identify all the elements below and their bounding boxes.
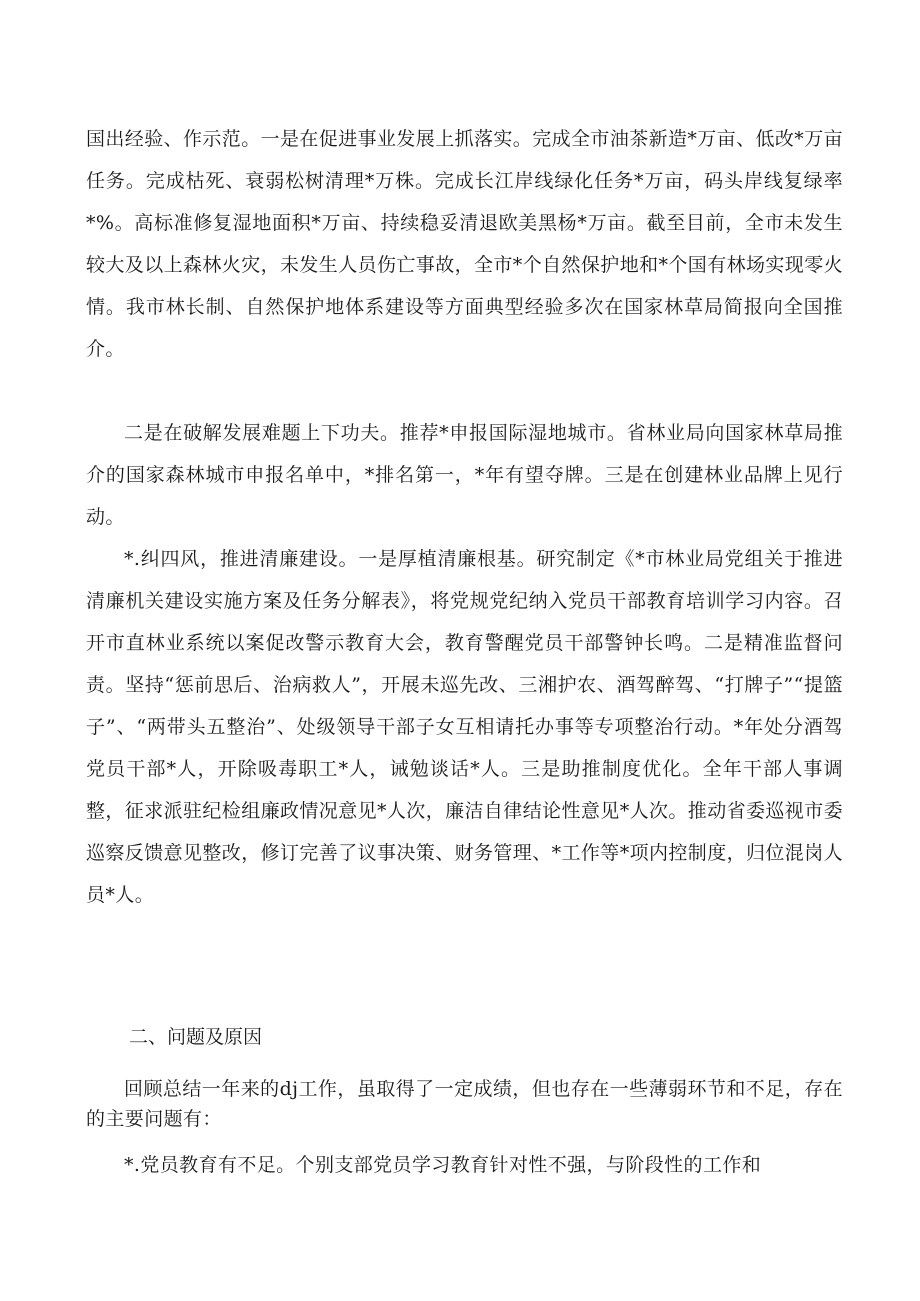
- paragraph-achievements-1: 国出经验、作示范。一是在促进事业发展上抓落实。完成全市油茶新造*万亩、低改*万亩任务。完成枯死、衰弱松树清理*万株。完成长江岸线绿化任务*万亩，码头岸线复绿率*%。高标准修复湿地面积*万亩、持续稳妥清退欧美黑杨*万亩。截至目前，全市未发生较大及以上森林火灾，未发生人员伤亡事故，全市*个自然保护地和*个国有林场实现零火情。我市林长制、自然保护地体系建设等方面典型经验多次在国家林草局简报向全国推介。: [86, 128, 844, 360]
- section-heading-problems: 二、问题及原因: [129, 1026, 263, 1048]
- paragraph-party-education: *.党员教育有不足。个别支部党员学习教育针对性不强，与阶段性的工作和: [124, 1154, 762, 1176]
- paragraph-review-summary: 回顾总结一年来的dj工作，虽取得了一定成绩，但也存在一些薄弱环节和不足，存在的主要问题有：: [86, 1078, 843, 1130]
- paragraph-achievements-2: 二是在破解发展难题上下功夫。推荐*申报国际湿地城市。省林业局向国家林草局推介的国家森林城市申报名单中，*排名第一，*年有望夺牌。三是在创建林业品牌上见行动。: [86, 422, 843, 528]
- paragraph-integrity-building: *.纠四风，推进清廉建设。一是厚植清廉根基。研究制定《*市林业局党组关于推进清廉机关建设实施方案及任务分解表》，将党规党纪纳入党员干部教育培训学习内容。召开市直林业系统以案促改警示教育大会，教育警醒党员干部警钟长鸣。二是精准监督问责。坚持“惩前思后、治病救人”，开展未巡先改、三湘护农、酒驾醉驾、“打牌子”“提篮子”、“两带头五整治”、处级领导干部子女互相请托办事等专项整治行动。*年处分酒驾党员干部*人，开除吸毒职工*人，诫勉谈话*人。三是助推制度优化。全年干部人事调整，征求派驻纪检组廉政情况意见*人次，廉洁自律结论性意见*人次。推动省委巡视市委巡察反馈意见整改，修订完善了议事决策、财务管理、*工作等*项内控制度，归位混岗人员*人。: [86, 548, 844, 906]
